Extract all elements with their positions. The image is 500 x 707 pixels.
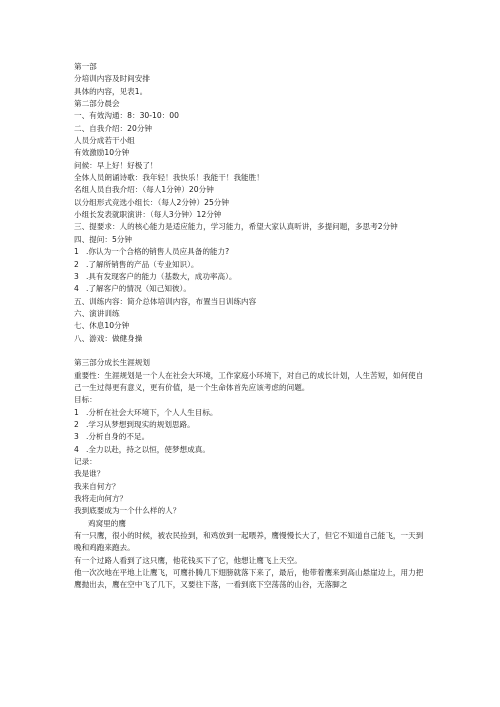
- text-line: 有一个过路人看到了这只鹰，他花钱买下了它，他想让鹰飞上天空。: [74, 555, 302, 565]
- text-line: 一、有效沟通：8：30-10：00: [74, 111, 179, 121]
- text-line: 名组人员自我介绍：（每人1分钟）20分钟: [74, 185, 214, 195]
- section-heading: 第二部分晨会: [74, 99, 120, 109]
- item-number: 4: [74, 444, 79, 454]
- paragraph: 重要性：生涯规划是一个人在社会大环境，工作家庭小环境下，对自己的成长计划，人生苦短，如何使自己一生过得更有意义，更有价值，是一个生命体首先应该考虑的问题。: [74, 370, 424, 392]
- paragraph: 有一只鹰，很小的时候，被农民捡到，和鸡放到一起喂养，鹰慢慢长大了，但它不知道自己能飞，一天到晚和鸡跑来跑去。: [74, 531, 424, 553]
- text-line: 八、游戏：做健身操: [74, 333, 143, 343]
- text-line: 第一部: [74, 62, 97, 71]
- section-heading: 第三部分成长生涯规划: [74, 358, 150, 368]
- story-title: 鸡窝里的鹰: [88, 518, 126, 528]
- text-line: 具体的内容，见表1。: [74, 86, 148, 96]
- text-line: 四、提问：5分钟: [74, 234, 132, 244]
- numbered-item: [74, 419, 426, 431]
- text-line: 以分组形式竞选小组长：（每人2分钟）25分钟: [74, 197, 229, 207]
- numbered-item: [74, 444, 426, 456]
- item-number: 1: [74, 407, 79, 417]
- numbered-item: [74, 246, 426, 258]
- item-text: .分析在社会大环境下，个人人生目标。: [86, 407, 218, 417]
- paragraph: 他一次次地在平地上让鹰飞，可鹰扑腾几下翅膀就落下来了，最后，他带着鹰来到高山悬崖边上，用力把鹰抛出去，鹰在空中飞了几下，又要往下落，一看到底下空荡荡的山谷，无落脚之: [74, 568, 424, 590]
- text-line: 问候：早上好！好极了！: [74, 160, 158, 170]
- item-text: .了解所销售的产品（专业知识）。: [86, 259, 199, 269]
- text-line: 人员分成若干小组: [74, 136, 135, 146]
- item-text: .学习从梦想到现实的规划思路。: [86, 419, 195, 429]
- blank-line: [74, 345, 426, 357]
- item-text: .具有发现客户的能力（基数大，成功率高）。: [86, 271, 237, 281]
- text-line: 五、训练内容：简介总体培训内容，布置当日训练内容: [74, 296, 257, 306]
- text-line: 七、休息10分钟: [74, 321, 130, 331]
- item-text: .全力以赴，持之以恒，使梦想成真。: [86, 444, 210, 454]
- item-text: .了解客户的情况（知己知彼）。: [86, 284, 191, 294]
- numbered-item: [74, 271, 426, 283]
- text-line: 六、演讲训练: [74, 308, 120, 318]
- text-line: 目标：: [74, 395, 97, 405]
- text-line: 记录：: [74, 457, 97, 466]
- item-number: 3: [74, 432, 79, 442]
- text-line: 我来自何方？: [74, 481, 120, 491]
- text-line: 分培训内容及时间安排: [74, 74, 150, 84]
- numbered-item: [74, 431, 426, 443]
- item-text: .你认为一个合格的销售人员应具备的能力?: [86, 247, 230, 257]
- paragraph: 三、提要求：人的核心能力是适应能力，学习能力，希望大家认真听讲，多提问题，多思考2分钟: [74, 222, 398, 232]
- item-number: 1: [74, 247, 79, 257]
- text-line: 二、自我介绍：20分钟: [74, 123, 153, 133]
- item-number: 4: [74, 284, 79, 294]
- text-line: 我将走向何方？: [74, 494, 128, 504]
- document-body: [74, 61, 426, 592]
- text-line: 我到底要成为一个什么样的人？: [74, 506, 181, 516]
- text-line: 小组长发表就职演讲：（每人3分钟）12分钟: [74, 210, 222, 220]
- numbered-item: [74, 407, 426, 419]
- numbered-item: [74, 283, 426, 295]
- item-text: .分析自身的不足。: [86, 432, 150, 442]
- item-number: 2: [74, 259, 79, 269]
- text-line: 有效激励10分钟: [74, 148, 130, 158]
- item-number: 3: [74, 271, 79, 281]
- text-line: 全体人员朗诵诗歌：我年轻！我快乐！我能干！我能胜！: [74, 173, 264, 183]
- numbered-item: [74, 259, 426, 271]
- text-line: 我是谁？: [74, 469, 105, 479]
- item-number: 2: [74, 419, 79, 429]
